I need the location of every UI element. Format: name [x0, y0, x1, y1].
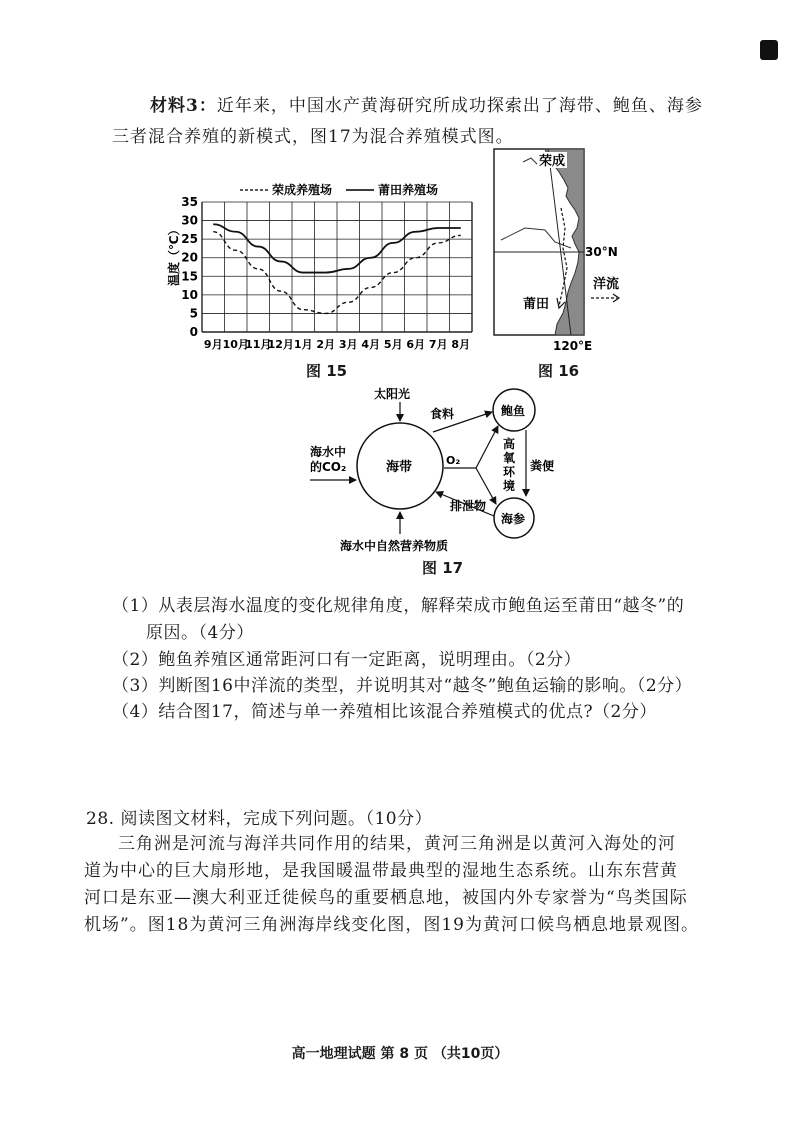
y-tick-label: 25: [181, 232, 198, 247]
x-tick-label: 11月: [245, 338, 272, 351]
node-seaweed-label: 海带: [386, 460, 413, 475]
legend-label-rongcheng: 荣成养殖场: [272, 183, 333, 197]
node-abalone-label: 鲍鱼: [501, 404, 526, 418]
x-tick-label: 12月: [267, 338, 294, 351]
label-excrement: 排泄物: [450, 499, 487, 513]
label-rongcheng: 荣成: [539, 154, 566, 169]
label-high-oxygen-char: 高: [503, 437, 516, 451]
q28-heading: 28. 阅读图文材料，完成下列问题。（10分）: [86, 809, 433, 829]
label-putian: 莆田: [523, 297, 550, 312]
label-co2-line2: 的CO₂: [310, 460, 347, 474]
question-3: （3）判断图16中洋流的类型，并说明其对“越冬”鲍鱼运输的影响。（2分）: [112, 676, 693, 696]
label-o2: O₂: [446, 454, 461, 467]
corner-mark: [760, 40, 778, 60]
fig15-caption: 图 15: [306, 362, 348, 380]
label-current: 洋流: [593, 277, 620, 292]
label-feces: 粪便: [530, 459, 555, 473]
chart-grid: [202, 202, 472, 332]
label-30n: 30°N: [585, 245, 618, 259]
q28-line4: 机场”。图18为黄河三角洲海岸线变化图，图19为黄河口候鸟栖息地景观图。: [84, 915, 699, 935]
chart-y-axis-label: 温度（℃）: [167, 223, 181, 286]
question-1-line1: （1）从表层海水温度的变化规律角度，解释荣成市鲍鱼运至莆田“越冬”的: [112, 596, 685, 616]
page-footer: 高一地理试题 第 8 页 （共10页）: [291, 1046, 509, 1062]
chart-y-ticks: [181, 195, 198, 339]
y-tick-label: 0: [189, 325, 198, 339]
material3-line1: [150, 93, 703, 119]
y-tick-label: 35: [181, 195, 198, 209]
x-tick-label: 8月: [451, 338, 471, 351]
label-high-oxygen-char: 境: [503, 479, 516, 493]
question-2: （2）鲍鱼养殖区通常距河口有一定距离，说明理由。（2分）: [112, 650, 582, 670]
fig17-diagram: [300, 384, 560, 556]
fig16-caption: 图 16: [538, 362, 580, 380]
label-sunlight: 太阳光: [374, 387, 411, 401]
x-tick-label: 6月: [406, 338, 426, 351]
x-tick-label: 9月: [203, 338, 223, 351]
x-tick-label: 5月: [383, 338, 403, 351]
chart-x-ticks: [204, 338, 470, 351]
y-tick-label: 5: [189, 306, 198, 321]
node-sea-cucumber-label: 海参: [501, 512, 526, 526]
label-high-oxygen: [503, 436, 516, 493]
y-tick-label: 20: [181, 250, 198, 265]
fig15-chart: [160, 176, 490, 356]
arrow-o2-abalone: [476, 426, 498, 468]
material3-text: 近年来，中国水产黄海研究所成功探索出了海带、鲍鱼、海参: [216, 96, 703, 116]
question-1-line2: 原因。（4分）: [146, 623, 254, 643]
legend-label-putian: 莆田养殖场: [378, 183, 439, 197]
label-120e: 120°E: [553, 339, 593, 353]
x-tick-label: 10月: [222, 338, 249, 351]
x-tick-label: 1月: [293, 338, 313, 351]
y-tick-label: 15: [181, 269, 198, 284]
chart-legend: [240, 182, 438, 197]
y-tick-label: 30: [181, 213, 198, 228]
label-high-oxygen-char: 环: [503, 465, 516, 479]
x-tick-label: 4月: [361, 338, 381, 351]
q28-line1: 三角洲是河流与海洋共同作用的结果，黄河三角洲是以黄河入海处的河: [118, 834, 676, 854]
q28-line3: 河口是东亚—澳大利亚迁徙候鸟的重要栖息地，被国内外专家誉为“鸟类国际: [84, 888, 688, 908]
y-tick-label: 10: [181, 287, 198, 302]
label-high-oxygen-char: 氧: [503, 451, 516, 465]
label-food: 食料: [430, 407, 455, 421]
question-4: （4）结合图17，简述与单一养殖相比该混合养殖模式的优点?（2分）: [112, 702, 657, 722]
material3-line2: 三者混合养殖的新模式，图17为混合养殖模式图。: [112, 127, 514, 147]
label-co2: 海水中: [310, 445, 347, 459]
q28-line2: 道为中心的巨大扇形地，是我国暖温带最典型的湿地生态系统。山东东营黄: [84, 861, 678, 881]
material3-label: 材料3：: [150, 96, 217, 116]
fig16-map: [493, 148, 623, 358]
fig17-caption: 图 17: [422, 559, 464, 577]
x-tick-label: 7月: [428, 338, 448, 351]
x-tick-label: 2月: [316, 338, 336, 351]
label-nutrients: 海水中自然营养物质: [340, 539, 449, 553]
x-tick-label: 3月: [338, 338, 358, 351]
